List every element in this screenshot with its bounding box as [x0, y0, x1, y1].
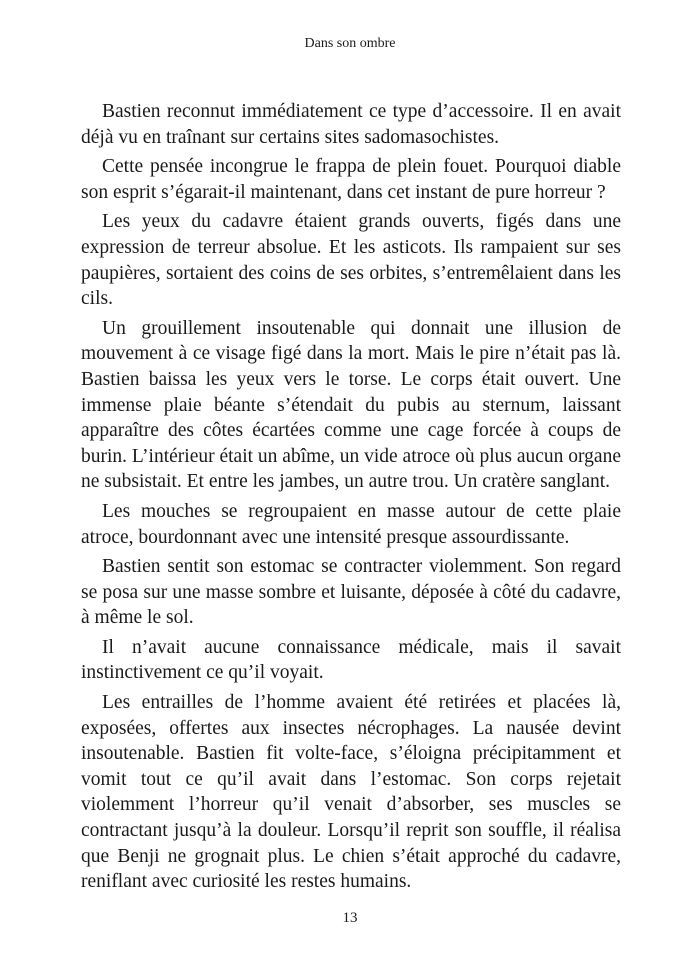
page-number: 13 [342, 910, 358, 926]
body-text [81, 99, 621, 899]
paragraph: Il n’avait aucune connaissance médicale, mais il savait instinctivement ce qu’il voyait. [81, 636, 621, 684]
paragraph: Les yeux du cadavre étaient grands ouverts, figés dans une expression de terreur absolue. Et les asticots. Ils rampaient sur ses paupières, sortaient des coins de ses orbites, s’entremêlaient dans les cils. [81, 211, 621, 310]
paragraph: Les mouches se regroupaient en masse autour de cette plaie atroce, bourdonnant avec une intensité presque assourdissante. [81, 500, 621, 548]
running-header: Dans son ombre [304, 36, 396, 51]
paragraph: Bastien reconnut immédiatement ce type d’accessoire. Il en avait déjà vu en traînant sur certains sites sadomasochistes. [81, 101, 621, 148]
paragraph: Les entrailles de l’homme avaient été retirées et placées là, exposées, offertes aux insectes nécrophages. La nausée devint insoutenable. Bastien fit volte-face, s’éloigna précipitamment et vomit tout ce qu’il avait dans l’estomac. Son corps rejetait violemment l’horreur qu’il venait d’absorber, ses muscles se contractant jusqu’à la douleur. Lorsqu’il reprit son souffle, il réalisa que Benji ne grognait plus. Le chien s’était approché du cadavre, reniflant avec curiosité les restes humains. [81, 692, 621, 893]
paragraph: Un grouillement insoutenable qui donnait une illusion de mouvement à ce visage figé dans la mort. Mais le pire n’était pas là. Bastien baissa les yeux vers le torse. Le corps était ouvert. Une immense plaie béante s’étendait du pubis au sternum, laissant apparaître des côtes écartées comme une cage forcée à coups de burin. L’intérieur était un abîme, un vide atroce où plus aucun organe ne subsistait. Et entre les jambes, un autre trou. Un cratère sanglant. [81, 317, 621, 493]
paragraph: Bastien sentit son estomac se contracter violemment. Son regard se posa sur une masse sombre et luisante, déposée à côté du cadavre, à même le sol. [81, 556, 621, 629]
paragraph: Cette pensée incongrue le frappa de plein fouet. Pourquoi diable son esprit s’égarait-il maintenant, dans cet instant de pure horreur ? [81, 156, 621, 203]
